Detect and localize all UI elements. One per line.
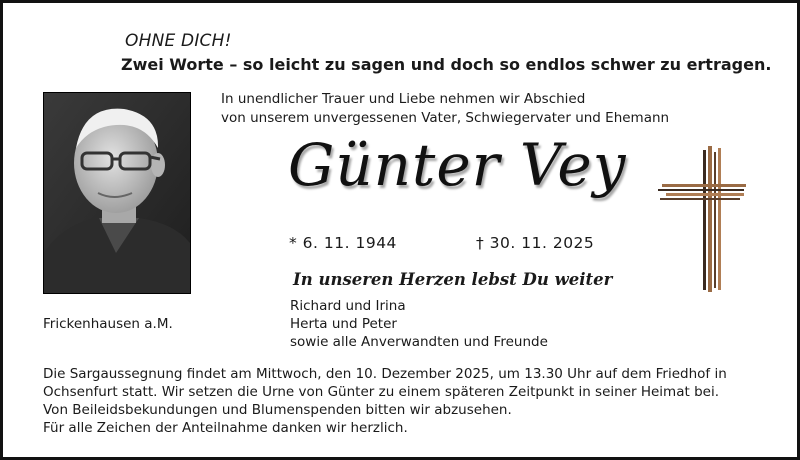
family-line: Richard und Irina <box>290 298 406 314</box>
heading-line-2: Zwei Worte – so leicht zu sagen und doch so endlos schwer zu ertragen. <box>121 55 772 74</box>
place-of-residence: Frickenhausen a.M. <box>43 316 173 332</box>
body-text-line: Ochsenfurt statt. Wir setzen die Urne von Günter zu einem späteren Zeitpunkt in seiner Heimat bei. <box>43 384 719 400</box>
body-text-line: Von Beileidsbekundungen und Blumenspenden bitten wir abzusehen. <box>43 402 512 418</box>
body-text-line: Für alle Zeichen der Anteilnahme danken wir herzlich. <box>43 420 408 436</box>
birth-date: * 6. 11. 1944 <box>289 234 397 252</box>
motto: In unseren Herzen lebst Du weiter <box>293 270 613 289</box>
cross-icon <box>658 146 748 300</box>
death-date: † 30. 11. 2025 <box>476 234 595 252</box>
deceased-name: Günter Vey <box>288 131 627 199</box>
cross-graphic <box>658 146 748 296</box>
heading-line-1: OHNE DICH! <box>125 31 232 51</box>
family-line: Herta und Peter <box>290 316 397 332</box>
intro-line-2: von unserem unvergessenen Vater, Schwiegervater und Ehemann <box>221 110 670 126</box>
body-text-line: Die Sargaussegnung findet am Mittwoch, den 10. Dezember 2025, um 13.30 Uhr auf dem Friedhof in <box>43 366 727 382</box>
portrait-photo <box>43 92 191 294</box>
portrait-illustration <box>44 93 190 293</box>
family-line: sowie alle Anverwandten und Freunde <box>290 334 548 350</box>
intro-line-1: In unendlicher Trauer und Liebe nehmen wir Abschied <box>221 91 586 107</box>
